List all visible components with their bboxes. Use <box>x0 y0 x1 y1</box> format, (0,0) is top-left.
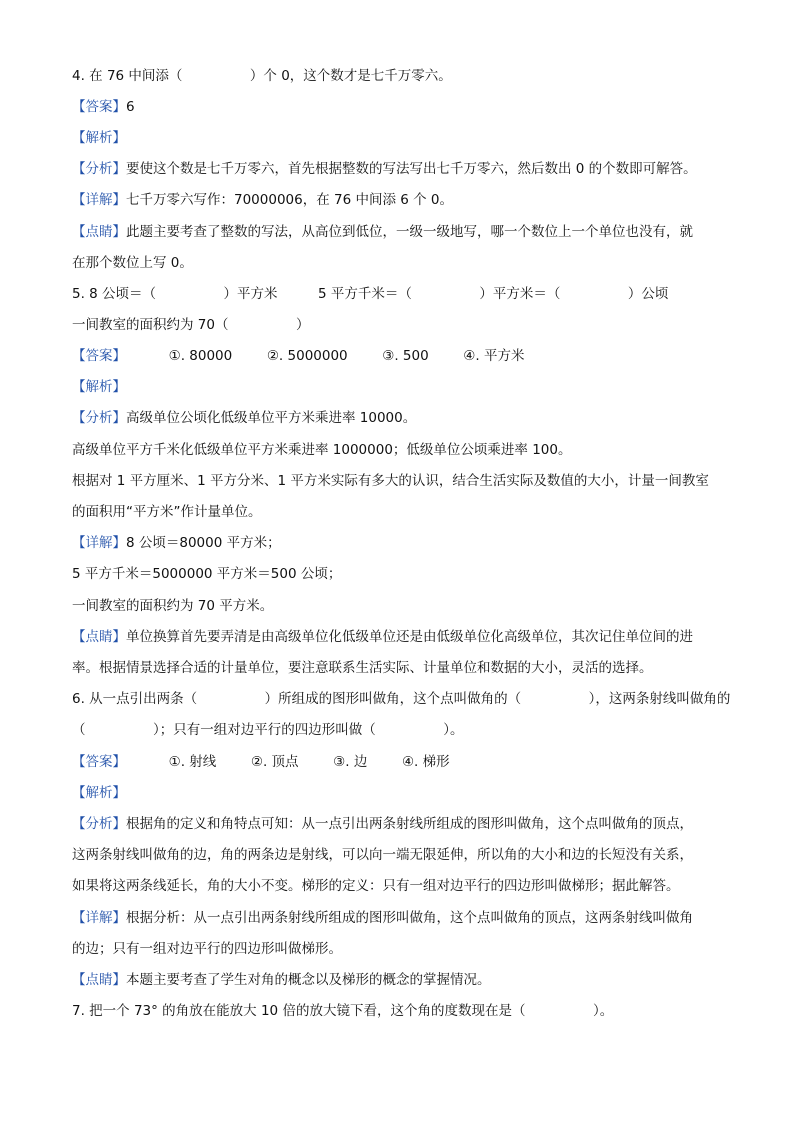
analysis-continuation: 如果将这两条线延长，角的大小不变。梯形的定义：只有一组对边平行的四边形叫做梯形；据此解答。 <box>72 878 680 894</box>
analysis-heading <box>72 783 126 803</box>
answer-item: ①. 射线 <box>168 754 217 770</box>
analysis-tag: 【解析】 <box>72 130 126 146</box>
answer-item: ③. 边 <box>333 754 368 770</box>
answer-item: ②. 5000000 <box>266 348 348 364</box>
detail-label: 【详解】 <box>72 192 126 208</box>
answer-item: ②. 顶点 <box>250 754 299 770</box>
analysis-heading <box>72 377 126 397</box>
analysis-label: 【分析】 <box>72 816 126 832</box>
comment-row: 【点睛】此题主要考查了整数的写法，从高位到低位，一级一级地写，哪一个数位上一个单位也没有，就 <box>72 224 693 240</box>
detail-continuation: 5 平方千米＝5000000 平方米＝500 公顷； <box>72 566 342 582</box>
comment-label: 【点睛】 <box>72 972 126 988</box>
analysis-continuation: 这两条射线叫做角的边，角的两条边是射线，可以向一端无限延伸，所以角的大小和边的长短没有关系， <box>72 847 693 863</box>
answer-item: ①. 80000 <box>168 348 233 364</box>
question-4: 4. 在 76 中间添（ ）个 0，这个数才是七千万零六。 <box>72 68 452 84</box>
answer-row <box>72 346 524 366</box>
analysis-continuation: 的面积用“平方米”作计量单位。 <box>72 504 262 520</box>
answer-row <box>72 97 135 117</box>
detail-label: 【详解】 <box>72 910 126 926</box>
analysis-heading <box>72 128 126 148</box>
analysis-label: 【分析】 <box>72 410 126 426</box>
comment-label: 【点睛】 <box>72 629 126 645</box>
analysis-row: 【分析】高级单位公顷化低级单位平方米乘进率 10000。 <box>72 410 417 426</box>
answer-item: ③. 500 <box>382 348 429 364</box>
answer-tag: 【答案】 <box>72 99 126 115</box>
detail-row: 【详解】七千万零六写作：70000006，在 76 中间添 6 个 0。 <box>72 192 454 208</box>
analysis-continuation: 高级单位平方千米化低级单位平方米乘进率 1000000；低级单位公顷乘进率 100。 <box>72 442 572 458</box>
question-5: 5. 8 公顷＝（ ）平方米 5 平方千米＝（ ）平方米＝（ ）公顷 <box>72 286 669 302</box>
analysis-row: 【分析】根据角的定义和角特点可知：从一点引出两条射线所组成的图形叫做角，这个点叫做角的顶点， <box>72 816 693 832</box>
analysis-continuation: 根据对 1 平方厘米、1 平方分米、1 平方米实际有多大的认识，结合生活实际及数值的大小，计量一间教室 <box>72 473 709 489</box>
comment-row: 【点睛】本题主要考查了学生对角的概念以及梯形的概念的掌握情况。 <box>72 972 491 988</box>
comment-row: 【点睛】单位换算首先要弄清是由高级单位化低级单位还是由低级单位化高级单位，其次记住单位间的进 <box>72 629 693 645</box>
answer-tag: 【答案】 <box>72 348 126 364</box>
answer-text: 6 <box>126 99 135 115</box>
detail-label: 【详解】 <box>72 535 126 551</box>
answer-item: ④. 梯形 <box>401 754 450 770</box>
answer-tag: 【答案】 <box>72 754 126 770</box>
detail-row: 【详解】根据分析：从一点引出两条射线所组成的图形叫做角，这个点叫做角的顶点，这两条射线叫做角 <box>72 910 693 926</box>
analysis-label: 【分析】 <box>72 161 126 177</box>
comment-label: 【点睛】 <box>72 224 126 240</box>
question-7: 7. 把一个 73° 的角放在能放大 10 倍的放大镜下看，这个角的度数现在是（ ）。 <box>72 1003 614 1019</box>
question-5-continuation: 一间教室的面积约为 70（ ） <box>72 317 310 333</box>
question-6: 6. 从一点引出两条（ ）所组成的图形叫做角，这个点叫做角的（ ），这两条射线叫做角的 <box>72 691 731 707</box>
answer-row <box>72 752 450 772</box>
detail-continuation: 一间教室的面积约为 70 平方米。 <box>72 598 274 614</box>
comment-continuation: 在那个数位上写 0。 <box>72 255 193 271</box>
detail-row: 【详解】8 公顷＝80000 平方米； <box>72 535 281 551</box>
question-6-continuation: （ ）；只有一组对边平行的四边形叫做（ ）。 <box>72 722 464 738</box>
comment-continuation: 率。根据情景选择合适的计量单位，要注意联系生活实际、计量单位和数据的大小，灵活的选择。 <box>72 660 653 676</box>
analysis-row: 【分析】要使这个数是七千万零六，首先根据整数的写法写出七千万零六，然后数出 0 的个数即可解答。 <box>72 161 697 177</box>
answer-item: ④. 平方米 <box>463 348 525 364</box>
analysis-tag: 【解析】 <box>72 785 126 801</box>
analysis-tag: 【解析】 <box>72 379 126 395</box>
detail-continuation: 的边；只有一组对边平行的四边形叫做梯形。 <box>72 941 342 957</box>
